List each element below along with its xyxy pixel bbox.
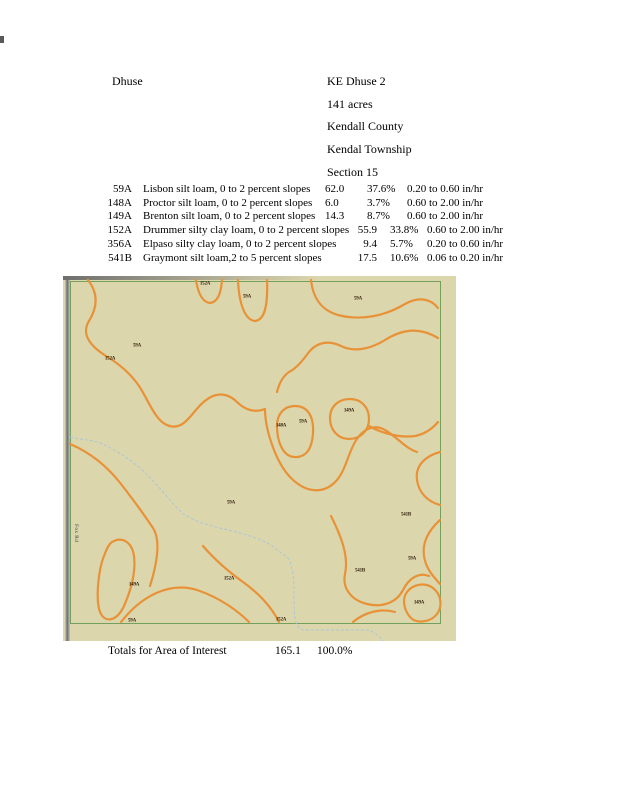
soil-code: 152A <box>107 224 132 237</box>
map-soil-code-label: 149A <box>343 408 355 414</box>
map-soil-code-label: 59A <box>127 618 137 624</box>
soil-code: 541B <box>108 251 132 264</box>
report-title: KE Dhuse 2 <box>327 74 386 88</box>
soil-percent: 33.8% <box>390 224 419 237</box>
soil-infil-rate: 0.20 to 0.60 in/hr <box>407 183 484 195</box>
map-soil-code-label: 59A <box>407 556 417 562</box>
report-owner-label: Dhuse <box>112 74 143 88</box>
soil-name: Lisbon silt loam, 0 to 2 percent slopes <box>143 183 311 195</box>
soil-percent: 5.7% <box>390 237 413 250</box>
soil-acres: 9.4 <box>363 237 377 250</box>
soil-table-row <box>0 238 618 251</box>
soil-acres: 17.5 <box>357 251 377 264</box>
report-county: Kendall County <box>327 119 404 133</box>
soil-infil-rate: 0.60 to 2.00 in/hr <box>407 210 484 223</box>
map-soil-code-label: 152A <box>104 356 116 362</box>
soil-code: 148A <box>107 196 132 209</box>
soil-infil-rate: 0.60 to 2.00 in/hr <box>407 196 484 209</box>
map-soil-code-label: 59A <box>242 294 252 300</box>
map-soil-code-label: 152A <box>223 576 235 582</box>
totals-percent: 100.0% <box>317 645 353 657</box>
totals-label: Totals for Area of Interest <box>108 645 227 657</box>
map-soil-code-label: 149A <box>128 582 140 588</box>
soil-table-row <box>0 224 618 237</box>
soil-name: Elpaso silty clay loam, 0 to 2 percent slopes <box>143 237 337 250</box>
soil-percent: 8.7% <box>367 210 390 223</box>
soil-percent: 10.6% <box>390 251 419 264</box>
soil-code: 356A <box>107 237 132 250</box>
soil-percent: 3.7% <box>367 196 390 209</box>
report-section: Section 15 <box>327 165 378 179</box>
soil-table-row <box>0 197 618 210</box>
soil-infil-rate: 0.20 to 0.60 in/hr <box>427 237 504 250</box>
map-soil-code-label: 149A <box>413 600 425 606</box>
page-edge-artifact <box>0 36 4 43</box>
report-township: Kendal Township <box>327 142 412 156</box>
soil-name: Brenton silt loam, 0 to 2 percent slopes <box>143 210 316 223</box>
map-soil-code-label: 148A <box>275 423 287 429</box>
soil-acres: 6.0 <box>325 196 339 209</box>
soil-name: Proctor silt loam, 0 to 2 percent slopes <box>143 196 313 209</box>
soil-acres: 14.3 <box>325 210 345 223</box>
map-soil-code-label: 59A <box>353 296 363 302</box>
map-soil-code-label: 152A <box>275 617 287 623</box>
road-name-label: Fox Rd <box>73 524 79 543</box>
soil-name: Graymont silt loam,2 to 5 percent slopes <box>143 251 322 264</box>
soil-name: Drummer silty clay loam, 0 to 2 percent slopes <box>143 224 350 237</box>
map-soil-code-label: 152A <box>199 281 211 287</box>
map-soil-code-label: 541B <box>354 568 366 574</box>
soil-infil-rate: 0.06 to 0.20 in/hr <box>427 251 504 264</box>
soil-acres: 62.0 <box>325 183 345 195</box>
map-soil-code-label: 59A <box>226 500 236 506</box>
soil-acres: 55.9 <box>357 224 377 237</box>
map-soil-code-label: 59A <box>132 343 142 349</box>
soil-table-row <box>0 183 618 196</box>
map-soil-code-label: 541B <box>400 512 412 518</box>
soil-map <box>63 276 456 641</box>
map-soil-code-label: 59A <box>298 419 308 425</box>
soil-infil-rate: 0.60 to 2.00 in/hr <box>427 224 504 237</box>
totals-acres: 165.1 <box>275 645 301 657</box>
soil-code: 59A <box>113 183 132 195</box>
soil-map-labels <box>63 276 456 641</box>
report-acres: 141 acres <box>327 97 373 111</box>
soil-table-row <box>0 252 618 265</box>
soil-code: 149A <box>107 210 132 223</box>
soil-percent: 37.6% <box>367 183 396 195</box>
soil-table-row <box>0 210 618 223</box>
